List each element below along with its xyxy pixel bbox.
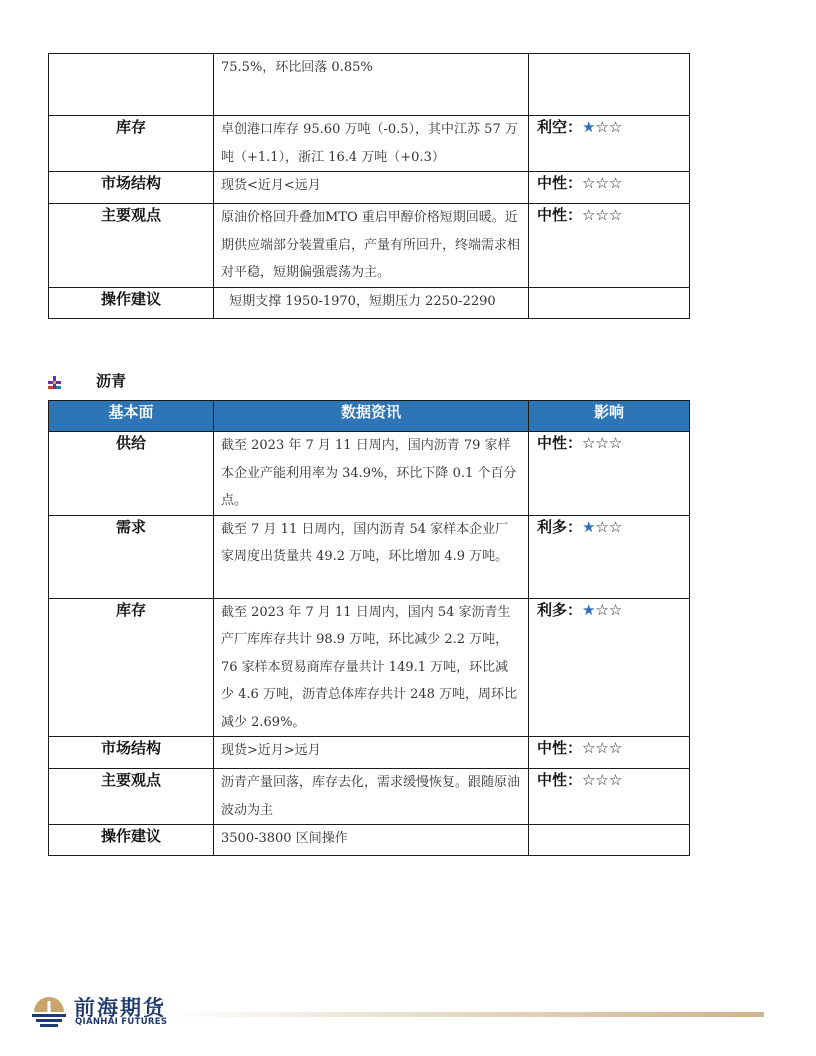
star-empty-icon: ☆☆☆ <box>582 206 623 224</box>
star-empty-icon: ☆☆☆ <box>582 434 623 452</box>
row-impact <box>529 515 690 598</box>
table-row <box>49 598 690 737</box>
logo-text-en: QIANHAI FUTURES <box>75 1017 168 1027</box>
row-info: 截至 2023 年 7 月 11 日周内，国内沥青 79 家样本企业产能利用率为 34.9%，环比下降 0.1 个百分点。 <box>214 432 529 516</box>
row-info: 原油价格回升叠加MTO 重启甲醇价格短期回暖。近期供应端部分装置重启，产量有所回升，终端需求相对平稳，短期偏强震荡为主。 <box>214 204 529 288</box>
column-header-data: 数据资讯 <box>214 401 529 432</box>
impact-label: 利空： <box>537 118 583 136</box>
star-empty-icon: ☆☆ <box>595 600 623 619</box>
row-label: 需求 <box>49 515 214 598</box>
star-empty-icon: ☆☆ <box>595 517 623 536</box>
row-impact <box>529 769 690 825</box>
table-header-row <box>49 401 690 432</box>
row-label: 市场结构 <box>49 172 214 204</box>
table-row <box>49 204 690 288</box>
row-label <box>49 54 214 116</box>
star-empty-icon: ☆☆☆ <box>582 771 623 789</box>
row-impact <box>529 116 690 172</box>
row-info: 截至 2023 年 7 月 11 日周内，国内 54 家沥青生产厂库库存共计 98.9 万吨，环比减少 2.2 万吨，76 家样本贸易商库存量共计 149.1 万吨，环比减少 4.6 万吨，沥青总体库存共计 248 万吨，周环比减少 2.69%。 <box>214 598 529 737</box>
logo-text-cn: 前海期货 <box>74 995 166 1020</box>
table-row <box>49 432 690 516</box>
methanol-fundamentals-table <box>48 53 690 319</box>
row-impact <box>529 287 690 318</box>
impact-label: 利多： <box>537 600 583 619</box>
row-impact <box>529 598 690 737</box>
row-info: 卓创港口库存 95.60 万吨（-0.5），其中江苏 57 万吨（+1.1），浙江 16.4 万吨（+0.3） <box>214 116 529 172</box>
table-row <box>49 54 690 116</box>
row-label: 操作建议 <box>49 825 214 856</box>
row-impact <box>529 737 690 769</box>
footer-divider <box>168 1012 764 1017</box>
page-footer <box>30 990 770 1034</box>
table-row <box>49 116 690 172</box>
row-label: 主要观点 <box>49 204 214 288</box>
row-info: 3500-3800 区间操作 <box>214 825 529 856</box>
column-header-impact: 影响 <box>529 401 690 432</box>
table-row <box>49 825 690 856</box>
table-row <box>49 172 690 204</box>
row-info: 沥青产量回落，库存去化，需求缓慢恢复。跟随原油波动为主 <box>214 769 529 825</box>
table-row <box>49 769 690 825</box>
impact-label: 中性： <box>537 174 583 192</box>
row-impact <box>529 172 690 204</box>
impact-label: 利多： <box>537 517 583 536</box>
impact-label: 中性： <box>537 739 583 757</box>
star-filled-icon: ★ <box>582 517 596 536</box>
row-label: 库存 <box>49 598 214 737</box>
row-label: 市场结构 <box>49 737 214 769</box>
qianhai-logo-icon <box>30 992 68 1030</box>
row-impact <box>529 825 690 856</box>
row-label: 主要观点 <box>49 769 214 825</box>
star-empty-icon: ☆☆☆ <box>582 174 623 192</box>
impact-label: 中性： <box>537 206 583 224</box>
impact-label: 中性： <box>537 771 583 789</box>
row-info: 截至 7 月 11 日周内，国内沥青 54 家样本企业厂家周度出货量共 49.2 万吨，环比增加 4.9 万吨。 <box>214 515 529 598</box>
row-info: 现货<近月<远月 <box>214 172 529 204</box>
section-title: 沥青 <box>96 371 127 390</box>
star-empty-icon: ☆☆ <box>595 118 623 136</box>
section-heading <box>48 370 126 390</box>
row-label: 供给 <box>49 432 214 516</box>
row-info: 75.5%，环比回落 0.85% <box>214 54 529 116</box>
row-label: 库存 <box>49 116 214 172</box>
row-info: 现货>近月>远月 <box>214 737 529 769</box>
table-row <box>49 515 690 598</box>
star-filled-icon: ★ <box>582 600 596 619</box>
diamond-bullet-icon <box>48 374 61 387</box>
row-info: 短期支撑 1950-1970，短期压力 2250-2290 <box>214 287 529 318</box>
impact-label: 中性： <box>537 434 583 452</box>
table-row <box>49 287 690 318</box>
column-header-fundamentals: 基本面 <box>49 401 214 432</box>
table-row <box>49 737 690 769</box>
star-filled-icon: ★ <box>582 118 596 136</box>
row-impact <box>529 204 690 288</box>
row-impact <box>529 432 690 516</box>
star-empty-icon: ☆☆☆ <box>582 739 623 757</box>
row-label: 操作建议 <box>49 287 214 318</box>
asphalt-fundamentals-table <box>48 400 690 856</box>
row-impact <box>529 54 690 116</box>
